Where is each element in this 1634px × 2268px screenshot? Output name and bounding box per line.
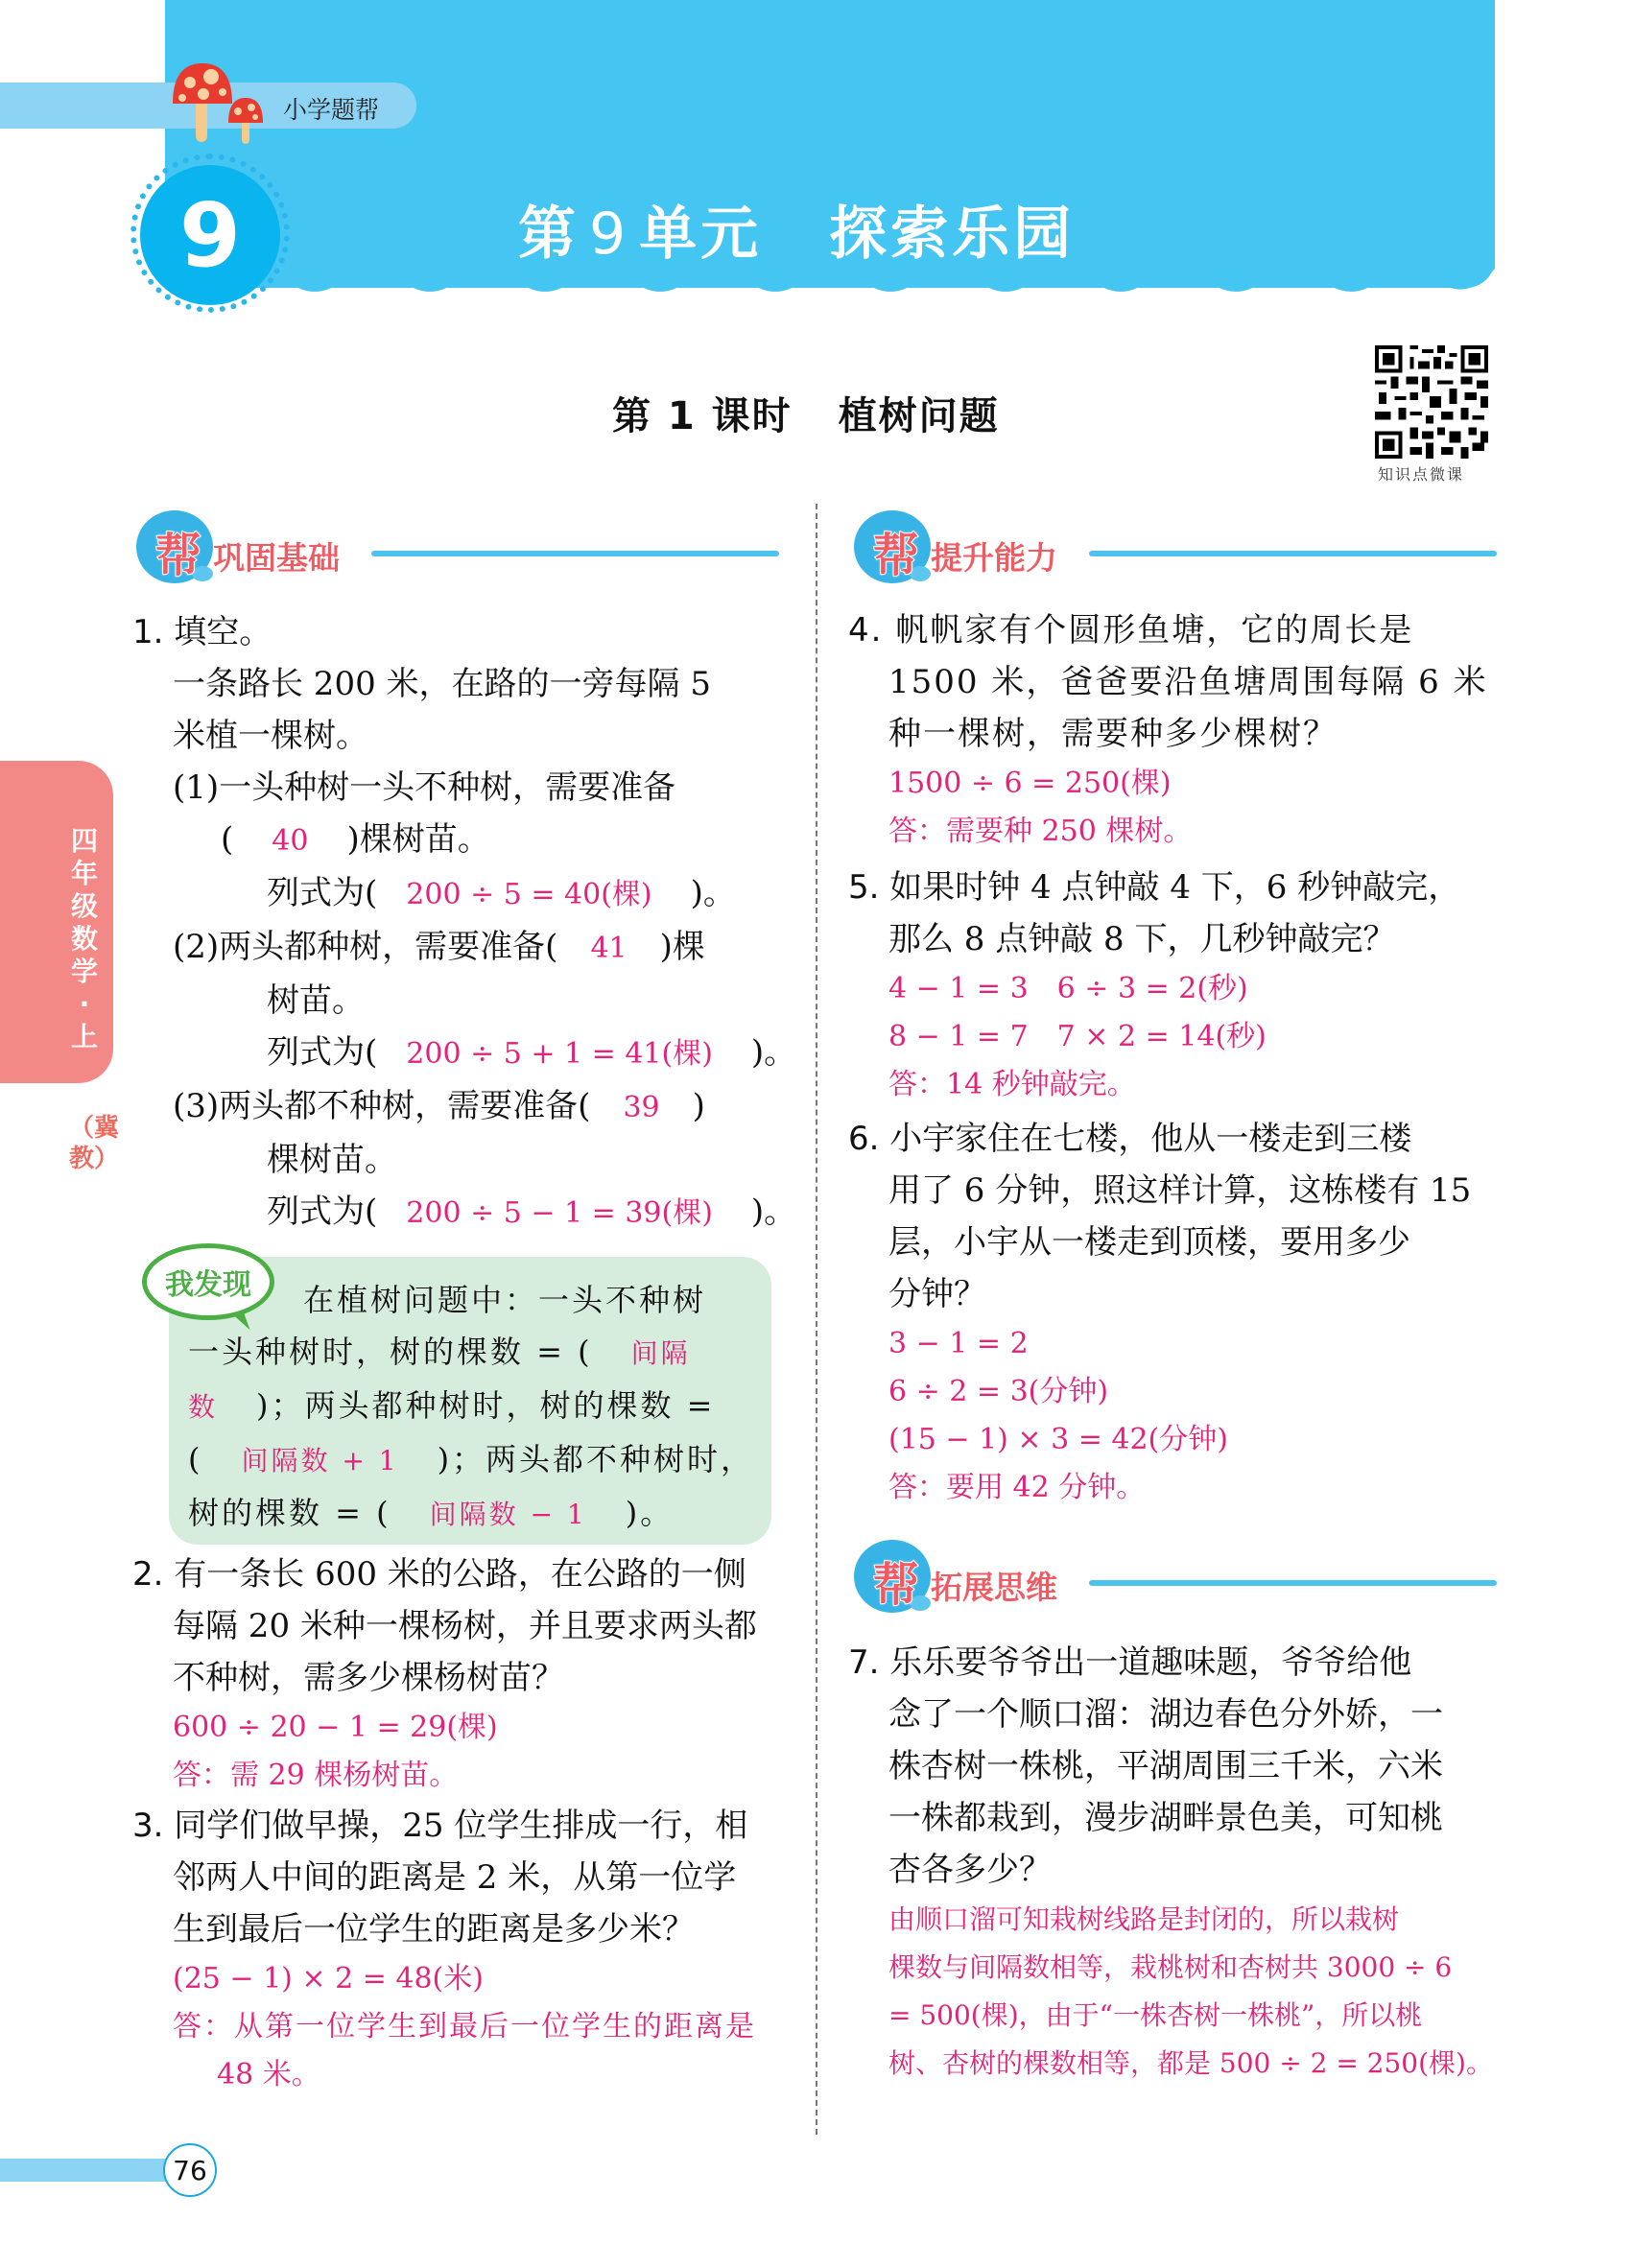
discover-text-fragment: )。	[625, 1495, 675, 1531]
mushroom-small-icon	[226, 96, 265, 146]
discover-text-fragment: (	[188, 1441, 203, 1477]
sub-question-2	[132, 921, 785, 975]
sub-text: )	[692, 1087, 705, 1125]
answer-blank[interactable]: 数	[188, 1391, 219, 1423]
question-line: 每隔 20 米种一棵杨树，并且要求两头都	[173, 1607, 757, 1645]
discover-text-fragment: 树的棵数 = (	[188, 1495, 391, 1531]
question-line: 乐乐要爷爷出一道趣味题，爷爷给他	[889, 1643, 1412, 1682]
answer-line[interactable]: 由顺口溜可知栽树线路是封闭的，所以栽树	[888, 1903, 1400, 1935]
section-header-improve	[854, 508, 1497, 585]
question-number: 6.	[848, 1120, 880, 1158]
sub-text: 两头都种树，需要准备(	[219, 928, 558, 966]
question-line: 有一条长 600 米的公路，在公路的一侧	[174, 1555, 746, 1594]
section-rule	[1089, 1580, 1497, 1586]
sub-label: (2)	[173, 928, 220, 966]
answer-blank[interactable]: 间隔	[630, 1337, 691, 1369]
formula-label: 列式为(	[267, 874, 378, 912]
brand-name: 小学题帮	[283, 96, 380, 124]
sub-question-1	[132, 762, 785, 814]
discover-line: 在植树问题中：一头不种树	[303, 1282, 707, 1318]
answer-blank[interactable]: 间隔数 − 1	[429, 1499, 587, 1530]
question-stem-line: 米植一棵树。	[173, 717, 368, 755]
paren-close: )。	[690, 874, 736, 912]
sub-text: )棵树苗。	[346, 820, 490, 859]
unit-name: 探索乐园	[829, 201, 1076, 268]
lesson-number: 第 1 课时	[612, 394, 793, 438]
sub-question-3	[132, 1080, 785, 1134]
answer-line[interactable]: 6 ÷ 2 = 3(分钟)	[888, 1375, 1109, 1408]
answer-blank[interactable]: 41	[590, 932, 628, 965]
question-line: 用了 6 分钟，照这样计算，这栋楼有 15	[888, 1171, 1472, 1210]
sub-text: )棵	[659, 928, 705, 966]
answer-line[interactable]: 3 − 1 = 2	[888, 1327, 1029, 1360]
discover-text-fragment: )；两头都不种树时，	[437, 1441, 755, 1477]
discover-label: 我发现	[165, 1268, 251, 1302]
column-divider	[816, 504, 817, 2135]
discover-text-fragment: )；两头都种树时，树的棵数 =	[256, 1387, 716, 1424]
question-number: 3.	[132, 1807, 164, 1845]
question-4	[848, 604, 1510, 856]
answer-line[interactable]: 答：要用 42 分钟。	[888, 1471, 1146, 1504]
lesson-name: 植树问题	[838, 394, 1000, 438]
section-bang-mark: 帮	[873, 529, 920, 582]
answer-line[interactable]: = 500(棵)，由于“一株杏树一株桃”，所以桃	[888, 1999, 1423, 2031]
section-rule	[1089, 551, 1497, 556]
question-line: 一株都栽到，漫步湖畔景色美，可知桃	[888, 1799, 1443, 1837]
paren-open: (	[221, 820, 234, 859]
discover-line	[188, 1487, 764, 1541]
answer-line[interactable]: (15 − 1) × 3 = 42(分钟)	[888, 1423, 1228, 1456]
section-label: 拓展思维	[931, 1569, 1057, 1606]
answer-line[interactable]: 答：需要种 250 棵树。	[888, 815, 1193, 848]
sub-label: (1)	[173, 768, 220, 807]
sub-text: 树苗。	[267, 981, 365, 1020]
question-line: 小宇家住在七楼，他从一楼走到三楼	[889, 1120, 1412, 1158]
qr-caption: 知识点微课	[1378, 465, 1465, 484]
sub-question-1-blank-line	[132, 814, 785, 867]
section-header-basic	[136, 508, 779, 585]
section-bang-mark: 帮	[155, 529, 202, 582]
question-7	[848, 1637, 1510, 2088]
question-line: 层，小宇从一楼走到顶楼，要用多少	[888, 1223, 1410, 1262]
unit-title	[518, 188, 1075, 271]
discover-line	[188, 1380, 764, 1433]
question-line: 杏各多少？	[888, 1851, 1052, 1889]
sub-text: 棵树苗。	[267, 1141, 397, 1179]
answer-line[interactable]: 棵数与间隔数相等，栽桃树和杏树共 3000 ÷ 6	[888, 1951, 1453, 1983]
unit-title-number: 9	[589, 201, 630, 268]
formula-line	[132, 867, 785, 921]
question-1	[132, 606, 797, 1240]
section-header-extend	[854, 1538, 1497, 1615]
answer-line[interactable]: 8 − 1 = 7 7 × 2 = 14(秒)	[888, 1020, 1267, 1053]
paren-close: )。	[750, 1193, 797, 1231]
answer-line[interactable]: 答：14 秒钟敲完。	[888, 1068, 1136, 1101]
question-2	[132, 1548, 794, 1800]
discover-line	[188, 1326, 764, 1380]
answer-blank[interactable]: 40	[272, 824, 309, 858]
question-line: 种一棵树，需要种多少棵树？	[888, 715, 1338, 753]
question-line: 1500 米，爸爸要沿鱼塘周围每隔 6 米	[888, 663, 1488, 701]
question-line: 同学们做早操，25 位学生排成一行，相	[174, 1807, 748, 1845]
lesson-title	[612, 386, 1000, 440]
question-line: 株杏树一株桃，平湖周围三千米，六米	[888, 1747, 1443, 1785]
question-3	[132, 1800, 794, 2099]
answer-line[interactable]: 600 ÷ 20 − 1 = 29(棵)	[173, 1711, 498, 1744]
discover-line	[188, 1433, 764, 1487]
question-stem-line: 一条路长 200 米，在路的一旁每隔 5	[173, 665, 711, 703]
formula-label: 列式为(	[267, 1193, 378, 1231]
question-number: 1.	[132, 613, 164, 651]
question-number: 7.	[848, 1643, 880, 1682]
qr-code-icon[interactable]	[1374, 345, 1489, 459]
question-6	[848, 1113, 1510, 1512]
question-5	[848, 862, 1510, 1109]
question-number: 4.	[848, 611, 884, 650]
answer-formula[interactable]: 200 ÷ 5 − 1 = 39(棵)	[406, 1196, 713, 1230]
answer-line[interactable]: 答：需 29 棵杨树苗。	[173, 1759, 459, 1792]
question-line: 念了一个顺口溜：湖边春色分外娇，一	[888, 1695, 1443, 1734]
answer-line[interactable]: (25 − 1) × 2 = 48(米)	[173, 1962, 484, 1996]
discover-text-fragment: 一头种树时，树的棵数 = (	[188, 1334, 593, 1370]
unit-title-prefix: 第	[518, 201, 580, 268]
answer-line[interactable]: 48 米。	[217, 2058, 320, 2091]
sub-text: 一头种树一头不种树，需要准备	[219, 768, 676, 807]
question-number: 2.	[132, 1555, 164, 1594]
answer-blank[interactable]: 间隔数 + 1	[241, 1445, 399, 1477]
formula-label: 列式为(	[267, 1033, 378, 1072]
unit-title-suffix: 单元	[639, 201, 763, 268]
question-line: 生到最后一位学生的距离是多少米？	[173, 1910, 695, 1949]
answer-blank[interactable]: 39	[623, 1091, 660, 1124]
formula-line	[132, 1027, 797, 1080]
answer-formula[interactable]: 200 ÷ 5 = 40(棵)	[406, 878, 652, 911]
sub-label: (3)	[173, 1087, 220, 1125]
question-line: 帆帆家有个圆形鱼塘，它的周长是	[895, 611, 1414, 650]
section-label: 巩固基础	[213, 539, 340, 577]
edition-label: （冀教）	[69, 1114, 120, 1173]
sub-text: 两头都不种树，需要准备(	[219, 1087, 591, 1125]
answer-line[interactable]: 树、杏树的棵数相等，都是 500 ÷ 2 = 250(棵)。	[888, 2047, 1493, 2079]
question-line: 不种树，需多少棵杨树苗？	[173, 1659, 564, 1697]
page-number: 76	[163, 2143, 217, 2197]
page-number-bar	[0, 2159, 168, 2182]
unit-number-badge: 9	[140, 165, 280, 305]
section-bang-mark: 帮	[873, 1558, 920, 1612]
question-line: 那么 8 点钟敲 8 下，几秒钟敲完？	[888, 920, 1396, 958]
question-number: 5.	[848, 868, 880, 907]
question-line: 如果时钟 4 点钟敲 4 下，6 秒钟敲完，	[889, 868, 1461, 907]
answer-line[interactable]: 1500 ÷ 6 = 250(棵)	[888, 767, 1172, 800]
answer-line[interactable]: 4 − 1 = 3 6 ÷ 3 = 2(秒)	[888, 972, 1248, 1005]
grade-subject-label: 四年级数学·上	[70, 825, 98, 1052]
formula-line	[132, 1186, 797, 1240]
discover-text	[188, 1274, 764, 1541]
paren-close: )。	[750, 1033, 797, 1072]
question-line: 分钟？	[888, 1275, 986, 1313]
section-label: 提升能力	[931, 539, 1057, 577]
question-title: 填空。	[174, 613, 272, 651]
section-rule	[371, 551, 779, 556]
question-line: 邻两人中间的距离是 2 米，从第一位学	[173, 1858, 737, 1897]
answer-line[interactable]: 答：从第一位学生到最后一位学生的距离是	[173, 2010, 756, 2044]
answer-formula[interactable]: 200 ÷ 5 + 1 = 41(棵)	[406, 1037, 713, 1071]
